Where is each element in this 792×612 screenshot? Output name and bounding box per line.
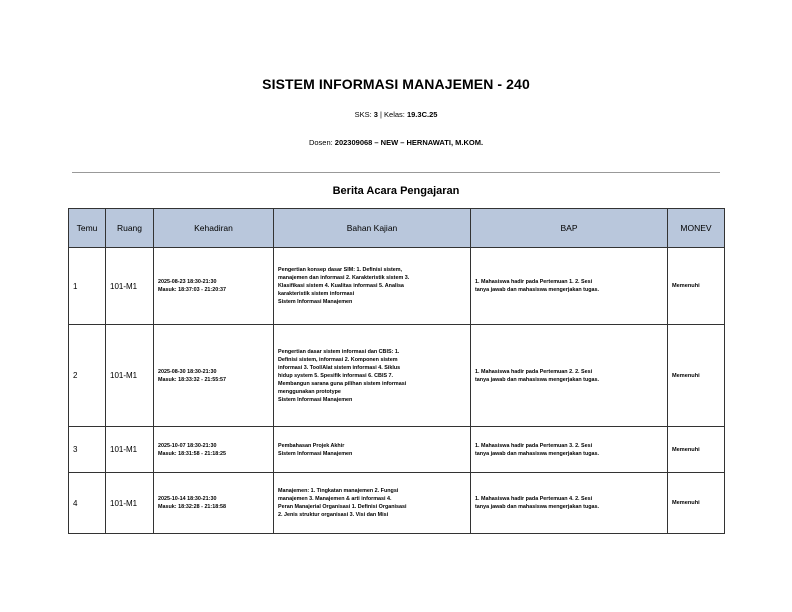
bahan-line: Peran Manajerial Organisasi 1. Definisi Organisasi <box>278 504 407 510</box>
cell-monev: Memenuhi <box>668 427 725 473</box>
cell-kehadiran <box>154 325 274 427</box>
column-header-bahan-kajian: Bahan Kajian <box>274 209 471 248</box>
cell-temu: 1 <box>69 248 106 325</box>
table-row <box>69 325 725 427</box>
sks-value: 3 <box>373 110 378 119</box>
bap-line: 1. Mahasiswa hadir pada Pertemuan 4. 2. Sesi <box>475 496 593 502</box>
cell-ruang: 101-M1 <box>106 325 154 427</box>
bap-line: tanya jawab dan mahasiswa mengerjakan tugas. <box>475 287 600 293</box>
bahan-line: manajemen 3. Manajemen & arti informasi 4. <box>278 496 392 502</box>
teaching-report-table <box>68 208 725 534</box>
section-title: Berita Acara Pengajaran <box>332 185 460 197</box>
schedule-time: 2025-08-30 18:30-21:30 <box>158 368 217 375</box>
bap-line: 1. Mahasiswa hadir pada Pertemuan 3. 2. Sesi <box>475 442 593 449</box>
kelas-label: | Kelas: <box>377 110 407 119</box>
page-title: SISTEM INFORMASI MANAJEMEN - 240 <box>262 76 530 92</box>
schedule-time: 2025-08-23 18:30-21:30 <box>158 279 217 285</box>
cell-bahan-kajian <box>274 325 471 427</box>
cell-temu: 2 <box>69 325 106 427</box>
cell-bahan-kajian <box>274 248 471 325</box>
schedule-time: 2025-10-14 18:30-21:30 <box>158 496 217 502</box>
cell-ruang: 101-M1 <box>106 427 154 473</box>
course-meta <box>0 110 792 119</box>
schedule-time: 2025-10-07 18:30-21:30 <box>158 442 217 449</box>
table-row <box>69 473 725 534</box>
cell-bap <box>471 248 668 325</box>
cell-bap <box>471 473 668 534</box>
lecturer-meta <box>0 138 792 147</box>
divider <box>72 172 720 173</box>
bahan-line: Membangun sarana guna pilihan sistem informasi <box>278 380 407 387</box>
bahan-line: Definisi sistem, informasi 2. Komponen sistem <box>278 356 398 363</box>
cell-bahan-kajian <box>274 473 471 534</box>
bahan-line: informasi 3. Tool/Alat sistem informasi 4. Siklus <box>278 364 401 371</box>
column-header-temu: Temu <box>69 209 106 248</box>
cell-monev: Memenuhi <box>668 248 725 325</box>
cell-kehadiran <box>154 473 274 534</box>
bahan-line: Sistem Informasi Manajemen <box>278 299 353 305</box>
bahan-line: Klasifikasi sistem 4. Kualitas informasi 5. Analisa <box>278 283 404 289</box>
column-header-monev: MONEV <box>668 209 725 248</box>
cell-kehadiran <box>154 248 274 325</box>
cell-bahan-kajian <box>274 427 471 473</box>
column-header-bap: BAP <box>471 209 668 248</box>
column-header-ruang: Ruang <box>106 209 154 248</box>
cell-bap <box>471 325 668 427</box>
sks-label: SKS: <box>354 110 374 119</box>
bahan-line: Pengertian konsep dasar SIM: 1. Definisi sistem, <box>278 267 403 273</box>
bap-line: 1. Mahasiswa hadir pada Pertemuan 1. 2. Sesi <box>475 279 593 285</box>
bahan-line: manajemen dan informasi 2. Karakteristik sistem 3. <box>278 275 410 281</box>
cell-temu: 4 <box>69 473 106 534</box>
attendance-time: Masuk: 18:31:58 - 21:18:25 <box>158 450 227 457</box>
cell-monev: Memenuhi <box>668 325 725 427</box>
table-row <box>69 427 725 473</box>
bahan-line: karakteristik sistem informasi <box>278 291 355 297</box>
table-row <box>69 248 725 325</box>
cell-monev: Memenuhi <box>668 473 725 534</box>
bahan-line: hidup system 5. Spesifik informasi 6. CBIS 7. <box>278 372 394 379</box>
bahan-line: Pembahasan Projek Akhir <box>278 442 345 449</box>
bap-line: 1. Mahasiswa hadir pada Pertemuan 2. 2. Sesi <box>475 368 593 375</box>
dosen-value: 202309068 – NEW – HERNAWATI, M.KOM. <box>334 138 484 147</box>
attendance-time: Masuk: 18:33:32 - 21:55:57 <box>158 376 227 383</box>
dosen-label: Dosen: <box>308 138 335 147</box>
cell-temu: 3 <box>69 427 106 473</box>
cell-kehadiran <box>154 427 274 473</box>
column-header-kehadiran: Kehadiran <box>154 209 274 248</box>
bahan-line: Sistem Informasi Manajemen <box>278 450 353 457</box>
bap-line: tanya jawab dan mahasiswa mengerjakan tugas. <box>475 504 600 510</box>
attendance-time: Masuk: 18:37:03 - 21:20:37 <box>158 287 227 293</box>
bahan-line: menggunakan prototype <box>278 388 341 395</box>
bahan-line: Manajemen: 1. Tingkatan manajemen 2. Fungsi <box>278 488 399 494</box>
kelas-value: 19.3C.25 <box>406 110 438 119</box>
cell-bap <box>471 427 668 473</box>
cell-ruang: 101-M1 <box>106 473 154 534</box>
bahan-line: Sistem Informasi Manajemen <box>278 396 353 403</box>
table-header-row <box>69 209 725 248</box>
cell-ruang: 101-M1 <box>106 248 154 325</box>
bahan-line: 2. Jenis struktur organisasi 3. Visi dan Misi <box>278 512 389 518</box>
bap-line: tanya jawab dan mahasiswa mengerjakan tugas. <box>475 450 600 457</box>
attendance-time: Masuk: 18:32:28 - 21:18:58 <box>158 504 227 510</box>
bahan-line: Pengertian dasar sistem informasi dan CBIS: 1. <box>278 348 400 355</box>
bap-line: tanya jawab dan mahasiswa mengerjakan tugas. <box>475 376 600 383</box>
